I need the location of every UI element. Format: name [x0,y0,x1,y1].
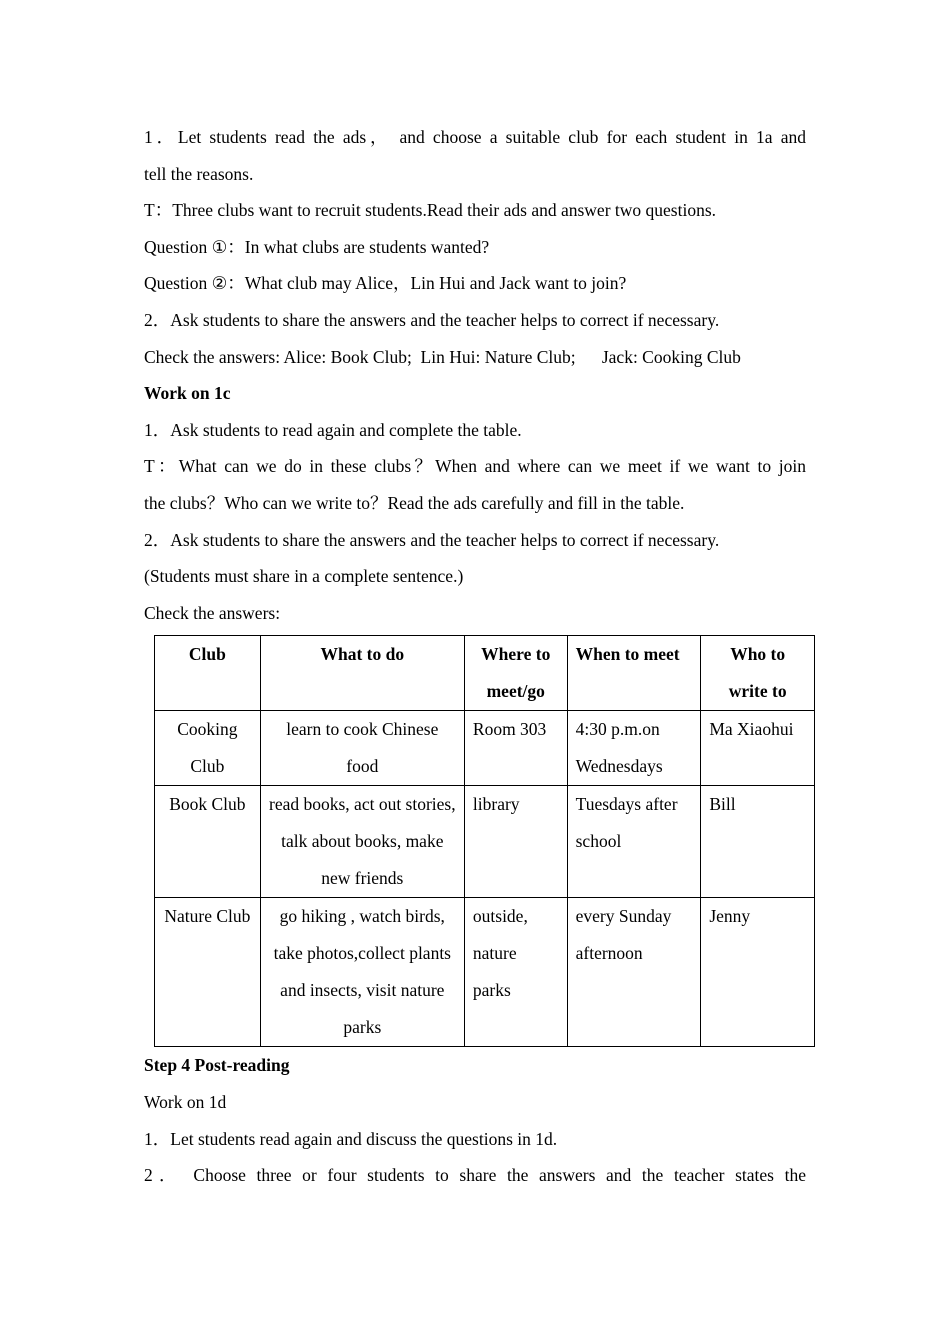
cell-who: Bill [701,786,815,898]
paragraph-1c-note: (Students must share in a complete sentence.) [144,566,464,587]
table-header-row [155,636,815,711]
paragraph-1c-teacher-line-1: T：What can we do in these clubs？When and where can we meet if we want to join [144,456,806,477]
paragraph-1d-2: 2． Choose three or four students to share the answers and the teacher states the [144,1165,806,1186]
cell-club: Book Club [155,786,261,898]
document-page [144,119,806,1194]
cell-who: Jenny [701,898,815,1047]
cell-what: learn to cook Chinese food [260,711,464,786]
check-answers-1: Check the answers: Alice: Book Club; Lin Hui: Nature Club; Jack: Cooking Club [144,346,741,367]
check-answers-2: Check the answers: [144,602,281,623]
cell-when: every Sunday afternoon [567,898,701,1047]
cell-when: Tuesdays after school [567,786,701,898]
cell-who: Ma Xiaohui [701,711,815,786]
table-row [155,898,815,1047]
cell-what: go hiking , watch birds, take photos,collect plants and insects, visit nature parks [260,898,464,1047]
paragraph-1d-1: 1．Let students read again and discuss the questions in 1d. [144,1128,558,1149]
table-row [155,711,815,786]
paragraph-1-line-1: 1．Let students read the ads， and choose a suitable club for each student in 1a and [144,127,806,147]
question-2: Question ②：What club may Alice，Lin Hui and Jack want to join? [144,273,627,294]
header-when: When to meet [567,636,701,711]
heading-work-on-1c: Work on 1c [144,383,231,404]
paragraph-teacher-prompt: T：Three clubs want to recruit students.Read their ads and answer two questions. [144,200,717,221]
header-what-to-do: What to do [260,636,464,711]
cell-club: Cooking Club [155,711,261,786]
cell-what: read books, act out stories, talk about books, make new friends [260,786,464,898]
header-club: Club [155,636,261,711]
cell-where: library [464,786,567,898]
cell-where: outside, nature parks [464,898,567,1047]
heading-step-4: Step 4 Post-reading [144,1055,290,1076]
answers-table [154,635,815,1047]
paragraph-work-on-1d: Work on 1d [144,1091,227,1112]
paragraph-1c-1: 1．Ask students to read again and complete the table. [144,419,522,440]
paragraph-1-line-2: tell the reasons. [144,163,254,184]
cell-when: 4:30 p.m.on Wednesdays [567,711,701,786]
question-1: Question ①：In what clubs are students wanted? [144,236,490,257]
header-where: Where to meet/go [464,636,567,711]
cell-club: Nature Club [155,898,261,1047]
cell-where: Room 303 [464,711,567,786]
paragraph-1c-2: 2．Ask students to share the answers and the teacher helps to correct if necessary. [144,529,720,550]
paragraph-1c-teacher-line-2: the clubs？Who can we write to？Read the ads carefully and fill in the table. [144,492,685,513]
header-who: Who to write to [701,636,815,711]
paragraph-2: 2．Ask students to share the answers and the teacher helps to correct if necessary. [144,309,720,330]
table-row [155,786,815,898]
